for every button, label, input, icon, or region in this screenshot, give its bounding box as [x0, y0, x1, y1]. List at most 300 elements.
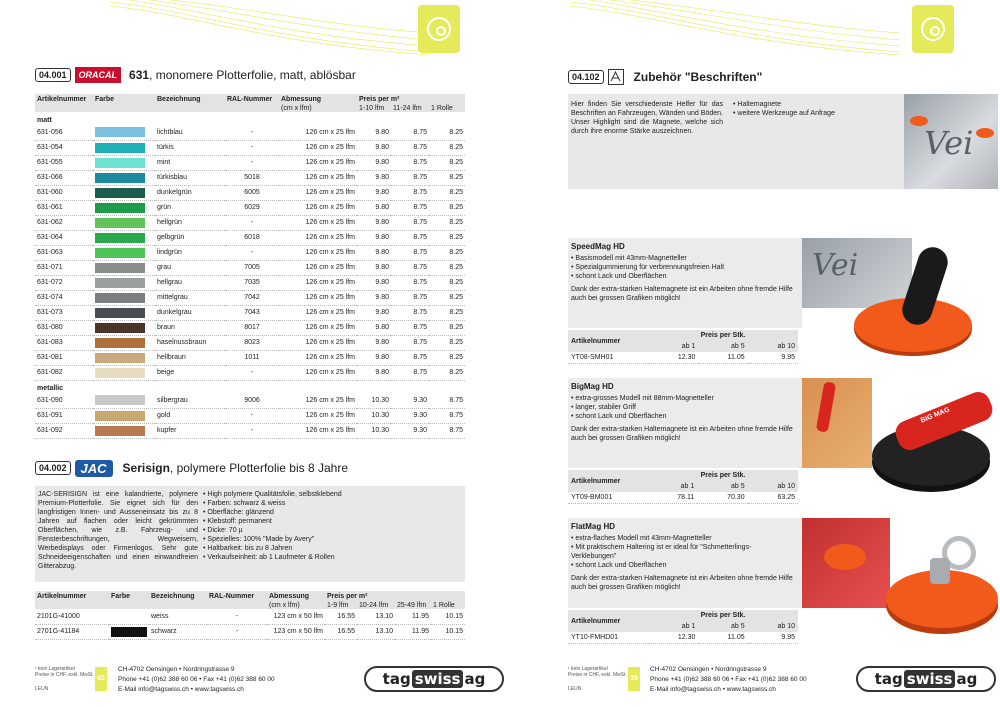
col-header-artnr: Artikelnummer: [568, 610, 648, 632]
bullet-item: • High polymere Qualitätsfolie, selbstklebend: [203, 490, 453, 499]
table-row: [35, 393, 465, 408]
price-3: 8.25: [429, 170, 465, 185]
decorative-lines: [570, 0, 900, 55]
footer-note: ¹ kein Lagerartikel Preise in CHF, exkl. MwSt. LEUN: [568, 666, 627, 692]
price-2: 13.10: [357, 609, 395, 624]
group-label: matt: [37, 117, 52, 124]
price-3: 11.95: [395, 609, 431, 624]
product-photo: BIG MAG: [802, 378, 998, 498]
color-name: silbergrau: [155, 393, 225, 408]
article-number: 631-090: [35, 393, 93, 408]
table-row: [568, 632, 798, 644]
price-3: 8.75: [429, 408, 465, 423]
article-number: 631-060: [35, 185, 93, 200]
price-3: 9.95: [748, 352, 798, 364]
dimension: 126 cm x 25 lfm: [279, 290, 357, 305]
color-swatch: [95, 173, 145, 183]
article-number: YT08-SMH01: [568, 352, 648, 364]
article-number: YT10-FMHD01: [568, 632, 648, 644]
dimension: 126 cm x 25 lfm: [279, 230, 357, 245]
col-header-abm: Abmessung: [281, 96, 322, 103]
color-swatch: [95, 233, 145, 243]
serisign-description: JAC-SERISIGN ist eine kalandrierte, polymere Premium-Plotterfolie. Sie eignet sich für den langfristigen Innen- und Ausseneinsatz bis zu 8 Jahren auf flachen oder leicht gekrümmten Oberflächen, wie z.B. Fahrzeug- und Fensterbeschriftungen, Wegweisern, Werbedisplays oder Firmenlogos. Sehr gute Schneideeigenschaften und einen einwandfreien Gitterabzug.: [38, 491, 198, 570]
price-2: 8.75: [391, 155, 429, 170]
color-swatch-cell: [93, 140, 155, 155]
table-row: [568, 352, 798, 364]
table-row: [568, 492, 798, 504]
serisign-bullets: [203, 490, 453, 562]
price-2: 8.75: [391, 320, 429, 335]
color-name: grün: [155, 200, 225, 215]
dimension: 123 cm x 50 lfm: [267, 609, 325, 624]
table-row: [35, 215, 465, 230]
price-2: 13.10: [357, 624, 395, 639]
color-swatch-cell: [93, 365, 155, 380]
ral-number: -: [225, 155, 279, 170]
col-header-abm: Abmessung: [269, 593, 310, 600]
price-3: 8.25: [429, 260, 465, 275]
price-1: 9.80: [357, 140, 391, 155]
product-photo: Vei: [802, 238, 998, 358]
table-row: [35, 408, 465, 423]
col-header-bez: Bezeichnung: [151, 593, 195, 600]
bullet-item: • Dicke: 70 µ: [203, 526, 453, 535]
price-1: 10.30: [357, 393, 391, 408]
price-3: 8.25: [429, 350, 465, 365]
group-row: [35, 380, 465, 393]
table-row: [35, 365, 465, 380]
product-price-table: [568, 610, 798, 644]
ral-number: -: [225, 140, 279, 155]
color-swatch-cell: [93, 155, 155, 170]
price-3: 8.75: [429, 393, 465, 408]
col-header-bez: Bezeichnung: [157, 96, 201, 103]
color-swatch: [95, 263, 145, 273]
col-header-quantity: ab 5: [697, 481, 747, 492]
dimension: 126 cm x 25 lfm: [279, 305, 357, 320]
ral-number: -: [207, 624, 267, 639]
section-number: 04.001: [35, 68, 71, 82]
ral-number: -: [225, 423, 279, 438]
color-swatch-cell: [93, 408, 155, 423]
table-row: [35, 305, 465, 320]
page-number: 35: [628, 667, 640, 691]
section-header-zubehoer: [568, 66, 762, 88]
ral-number: 6029: [225, 200, 279, 215]
color-swatch-cell: [93, 170, 155, 185]
price-1: 9.80: [357, 170, 391, 185]
table-row: [35, 245, 465, 260]
color-swatch: [95, 338, 145, 348]
color-swatch: [95, 368, 145, 378]
article-number: 631-073: [35, 305, 93, 320]
color-swatch-cell: [93, 260, 155, 275]
product-note: Dank der extra-starken Haltemagnete ist ein Arbeiten ohne fremde Hilfe auch bei grossen Grafiken möglich!: [571, 575, 793, 591]
price-2: 9.30: [391, 423, 429, 438]
color-name: hellgrau: [155, 275, 225, 290]
dimension: 126 cm x 25 lfm: [279, 170, 357, 185]
ral-number: 8017: [225, 320, 279, 335]
table-row: [35, 155, 465, 170]
section-number: 04.102: [568, 70, 604, 84]
product-photo: [802, 518, 998, 638]
price-2: 11.05: [698, 632, 747, 644]
color-name: türkisblau: [155, 170, 225, 185]
col-header-quantity: ab 1: [648, 481, 697, 492]
header-row: [568, 470, 798, 481]
section-number: 04.002: [35, 461, 71, 475]
color-swatch: [111, 611, 147, 621]
table-row: [35, 350, 465, 365]
color-name: gold: [155, 408, 225, 423]
product-bullets: [571, 534, 796, 570]
price-3: 8.25: [429, 365, 465, 380]
price-2: 8.75: [391, 230, 429, 245]
color-swatch: [95, 411, 145, 421]
color-name: beige: [155, 365, 225, 380]
color-swatch: [95, 248, 145, 258]
price-3: 8.25: [429, 290, 465, 305]
price-4: 10.15: [431, 624, 465, 639]
color-name: grau: [155, 260, 225, 275]
price-1: 9.80: [357, 350, 391, 365]
color-swatch: [111, 627, 147, 637]
col-header-quantity: ab 10: [748, 341, 798, 352]
article-number: 631-056: [35, 125, 93, 140]
color-name: dunkelgrau: [155, 305, 225, 320]
price-3: 8.25: [429, 155, 465, 170]
color-name: mint: [155, 155, 225, 170]
article-number: 631-092: [35, 423, 93, 438]
roll-tab-icon: [912, 5, 954, 53]
col-header-p4: 1 Rolle: [433, 602, 455, 609]
price-2: 8.75: [391, 200, 429, 215]
right-page: [500, 0, 1000, 707]
price-2: 70.30: [697, 492, 747, 504]
price-2: 9.30: [391, 393, 429, 408]
bullet-item: • langer, stabiler Griff: [571, 403, 796, 412]
bullet-item: • Mit praktischem Haltering ist er ideal für "Schmetterlings-Verklebungen": [571, 543, 796, 561]
bullet-item: • Verkaufseinheit: ab 1 Laufmeter & Rollen: [203, 553, 453, 562]
group-row: [35, 112, 465, 125]
ral-number: 6005: [225, 185, 279, 200]
price-3: 8.25: [429, 200, 465, 215]
col-header-ral: RAL-Nummer: [227, 96, 273, 103]
col-header-quantity: ab 1: [648, 341, 698, 352]
price-1: 9.80: [357, 200, 391, 215]
price-1: 9.80: [357, 365, 391, 380]
dimension: 126 cm x 25 lfm: [279, 350, 357, 365]
table-row: [35, 140, 465, 155]
color-swatch-cell: [93, 125, 155, 140]
price-2: 8.75: [391, 185, 429, 200]
ral-number: -: [225, 215, 279, 230]
footer-address: CH-4702 Oensingen • Nordringstrasse 9 Phone +41 (0)62 388 60 06 • Fax +41 (0)62 388 60 00 E-Mail info@tagswiss.ch • www.tagswiss.ch: [118, 666, 275, 693]
color-swatch: [95, 278, 145, 288]
header-row: [568, 610, 798, 621]
price-3: 8.25: [429, 125, 465, 140]
dimension: 126 cm x 25 lfm: [279, 155, 357, 170]
price-2: 8.75: [391, 140, 429, 155]
price-2: 8.75: [391, 350, 429, 365]
price-4: 10.15: [431, 609, 465, 624]
price-1: 9.80: [357, 275, 391, 290]
col-header-quantity: ab 10: [748, 481, 798, 492]
price-1: 9.80: [357, 155, 391, 170]
price-2: 8.75: [391, 125, 429, 140]
article-number: YT09-BM001: [568, 492, 648, 504]
col-header-artnr: Artikelnummer: [37, 593, 87, 600]
footer-address: CH-4702 Oensingen • Nordringstrasse 9 Phone +41 (0)62 388 60 06 • Fax +41 (0)62 388 60 00 E-Mail info@tagswiss.ch • www.tagswiss.ch: [650, 666, 807, 693]
table-row: [35, 275, 465, 290]
price-3: 8.25: [429, 320, 465, 335]
article-number: 631-054: [35, 140, 93, 155]
price-1: 9.80: [357, 125, 391, 140]
col-header-p1: 1-10 lfm: [359, 105, 385, 112]
ral-number: 7043: [225, 305, 279, 320]
color-name: haselnussbraun: [155, 335, 225, 350]
dimension: 126 cm x 25 lfm: [279, 140, 357, 155]
price-2: 8.75: [391, 335, 429, 350]
ral-number: -: [225, 365, 279, 380]
section-title: 631, monomere Plotterfolie, matt, ablösbar: [129, 68, 356, 82]
ral-number: 1011: [225, 350, 279, 365]
color-swatch: [95, 395, 145, 405]
price-3: 9.95: [748, 632, 798, 644]
price-1: 9.80: [357, 320, 391, 335]
group-label: metallic: [37, 385, 64, 393]
color-swatch-cell: [93, 350, 155, 365]
col-header-artnr: Artikelnummer: [568, 470, 648, 492]
article-number: 631-064: [35, 230, 93, 245]
dimension: 126 cm x 25 lfm: [279, 245, 357, 260]
price-2: 9.30: [391, 408, 429, 423]
table-row: [35, 609, 465, 624]
col-header-farbe: Farbe: [95, 96, 115, 103]
bullet-item: • extra-flaches Modell mit 43mm-Magnetteller: [571, 534, 796, 543]
price-1: 9.80: [357, 260, 391, 275]
color-swatch: [95, 203, 145, 213]
dimension: 126 cm x 25 lfm: [279, 408, 357, 423]
table-row: [35, 624, 465, 639]
color-name: hellbraun: [155, 350, 225, 365]
bullet-item: • Haltbarkeit: bis zu 8 Jahren: [203, 544, 453, 553]
color-name: hellgrün: [155, 215, 225, 230]
color-swatch-cell: [93, 275, 155, 290]
price-2: 11.05: [698, 352, 747, 364]
section-header-serisign: [35, 457, 348, 479]
price-1: 9.80: [357, 335, 391, 350]
section-title: Serisign, polymere Plotterfolie bis 8 Jahre: [122, 461, 348, 475]
article-number: 631-062: [35, 215, 93, 230]
col-header-p1: 1-9 lfm: [327, 602, 349, 609]
price-3: 8.25: [429, 245, 465, 260]
article-number: 631-055: [35, 155, 93, 170]
price-1: 9.80: [357, 305, 391, 320]
price-1: 9.80: [357, 290, 391, 305]
bullet-item: • Basismodell mit 43mm-Magnetteller: [571, 254, 796, 263]
dimension: 126 cm x 25 lfm: [279, 200, 357, 215]
article-number: 631-066: [35, 170, 93, 185]
color-swatch-cell: [93, 185, 155, 200]
ral-number: 6018: [225, 230, 279, 245]
product-price-table: [568, 470, 798, 504]
product-bullets: [571, 394, 796, 421]
col-header-artnr: Artikelnummer: [568, 330, 648, 352]
color-swatch: [95, 143, 145, 153]
serisign-info-box: [35, 486, 465, 582]
color-swatch: [95, 426, 145, 436]
roll-tab-icon: [418, 5, 460, 53]
table-row: [35, 260, 465, 275]
color-name: gelbgrün: [155, 230, 225, 245]
color-swatch: [95, 308, 145, 318]
ral-number: 7035: [225, 275, 279, 290]
price-table-serisign: [35, 591, 465, 640]
article-number: 631-091: [35, 408, 93, 423]
article-number: 631-083: [35, 335, 93, 350]
col-header-farbe: Farbe: [111, 593, 131, 600]
ral-number: -: [207, 609, 267, 624]
color-name: lichtblau: [155, 125, 225, 140]
zubehoer-description: Hier finden Sie verschiedenste Helfer für das Beschriften an Fahrzeugen, Wänden und Böden. Unser Highlight sind die Magnete, welche sich durch ihre enorme Stärke auszeichnen.: [571, 101, 723, 135]
color-name: dunkelgrün: [155, 185, 225, 200]
color-name: lindgrün: [155, 245, 225, 260]
product-price-table: [568, 330, 798, 364]
dimension: 126 cm x 25 lfm: [279, 260, 357, 275]
product-title: SpeedMag HD: [571, 242, 625, 251]
product-note: Dank der extra-starken Haltemagnete ist ein Arbeiten ohne fremde Hilfe auch bei grossen Grafiken möglich!: [571, 286, 793, 302]
price-3: 8.25: [429, 230, 465, 245]
ral-number: 7042: [225, 290, 279, 305]
bullet-item: • Farben: schwarz & weiss: [203, 499, 453, 508]
table-row: [35, 170, 465, 185]
price-2: 8.75: [391, 170, 429, 185]
article-number: 2101G-41000: [35, 609, 109, 624]
dimension: 126 cm x 25 lfm: [279, 365, 357, 380]
dimension: 126 cm x 25 lfm: [279, 423, 357, 438]
col-header-preis: Preis per Stk.: [648, 470, 798, 481]
price-3: 8.25: [429, 335, 465, 350]
color-swatch-cell: [93, 393, 155, 408]
color-swatch-cell: [93, 305, 155, 320]
price-3: 8.25: [429, 275, 465, 290]
footer-note: ¹ kein Lagerartikel Preise in CHF, exkl. MwSt. LEUN: [35, 666, 94, 692]
color-swatch-cell: [109, 609, 149, 624]
dimension: 126 cm x 25 lfm: [279, 393, 357, 408]
tagswiss-logo: tag swiss ag: [856, 666, 996, 692]
dimension: 126 cm x 25 lfm: [279, 275, 357, 290]
article-number: 631-072: [35, 275, 93, 290]
col-header-preis: Preis per m²: [327, 593, 368, 600]
table-row: [35, 335, 465, 350]
ral-number: -: [225, 125, 279, 140]
table-row: [35, 320, 465, 335]
table-row: [35, 423, 465, 438]
color-swatch: [95, 323, 145, 333]
vehicle-lettering-photo: Vei: [904, 94, 998, 189]
price-2: 8.75: [391, 215, 429, 230]
ral-number: -: [225, 408, 279, 423]
color-swatch-cell: [109, 624, 149, 639]
col-header-quantity: ab 1: [648, 621, 698, 632]
decorative-lines: [110, 0, 430, 55]
article-number: 2701G-41184: [35, 624, 109, 639]
header-row: [568, 330, 798, 341]
bullet-item: • Oberfläche: glänzend: [203, 508, 453, 517]
article-number: 631-081: [35, 350, 93, 365]
table-row: [35, 125, 465, 140]
oracal-logo: ORACAL: [75, 67, 122, 83]
col-header-preis: Preis per m²: [359, 96, 400, 103]
product-bullets: [571, 254, 796, 281]
color-swatch-cell: [93, 245, 155, 260]
bullet-item: • schont Lack und Oberflächen: [571, 561, 796, 570]
col-header-p2: 11-24 lfm: [393, 105, 422, 112]
product-note: Dank der extra-starken Haltemagnete ist ein Arbeiten ohne fremde Hilfe auch bei grossen Grafiken möglich!: [571, 426, 793, 442]
col-header-abm-unit: (cm x lfm): [281, 105, 312, 112]
col-header-preis: Preis per Stk.: [648, 610, 798, 621]
col-header-p3: 25-49 lfm: [397, 602, 427, 609]
bullet-item: • weitere Werkzeuge auf Anfrage: [733, 109, 893, 118]
tagswiss-logo: tag swiss ag: [364, 666, 504, 692]
section-header-631: [35, 64, 356, 86]
price-1: 16.55: [325, 624, 357, 639]
price-3: 8.75: [429, 423, 465, 438]
price-1: 10.30: [357, 423, 391, 438]
color-swatch-cell: [93, 423, 155, 438]
table-row: [35, 290, 465, 305]
color-swatch-cell: [93, 230, 155, 245]
price-1: 9.80: [357, 215, 391, 230]
bullet-item: • Spezielles: 100% "Made by Avery": [203, 535, 453, 544]
price-3: 8.25: [429, 305, 465, 320]
article-number: 631-063: [35, 245, 93, 260]
bullet-item: • Klebstoff: permanent: [203, 517, 453, 526]
article-number: 631-080: [35, 320, 93, 335]
article-number: 631-082: [35, 365, 93, 380]
col-header-quantity: ab 5: [698, 341, 747, 352]
color-name: kupfer: [155, 423, 225, 438]
dimension: 126 cm x 25 lfm: [279, 125, 357, 140]
color-swatch-cell: [93, 335, 155, 350]
article-number: 631-074: [35, 290, 93, 305]
dimension: 126 cm x 25 lfm: [279, 335, 357, 350]
price-3: 8.25: [429, 215, 465, 230]
ral-number: 5018: [225, 170, 279, 185]
price-2: 8.75: [391, 365, 429, 380]
dimension: 126 cm x 25 lfm: [279, 320, 357, 335]
col-header-preis: Preis per Stk.: [648, 330, 798, 341]
price-1: 9.80: [357, 230, 391, 245]
dimension: 123 cm x 50 lfm: [267, 624, 325, 639]
col-header-quantity: ab 5: [698, 621, 747, 632]
article-number: 631-061: [35, 200, 93, 215]
color-swatch: [95, 127, 145, 137]
dimension: 126 cm x 25 lfm: [279, 215, 357, 230]
price-3: 8.25: [429, 185, 465, 200]
ral-number: -: [225, 245, 279, 260]
bullet-item: • extra-grosses Modell mit 88mm-Magnetteller: [571, 394, 796, 403]
ral-number: 9006: [225, 393, 279, 408]
price-1: 10.30: [357, 408, 391, 423]
bullet-item: • schont Lack und Oberflächen: [571, 272, 796, 281]
zubehoer-bullets: [733, 100, 893, 118]
color-swatch-cell: [93, 320, 155, 335]
zubehoer-info-box: [568, 94, 998, 189]
price-2: 8.75: [391, 290, 429, 305]
color-name: weiss: [149, 609, 207, 624]
